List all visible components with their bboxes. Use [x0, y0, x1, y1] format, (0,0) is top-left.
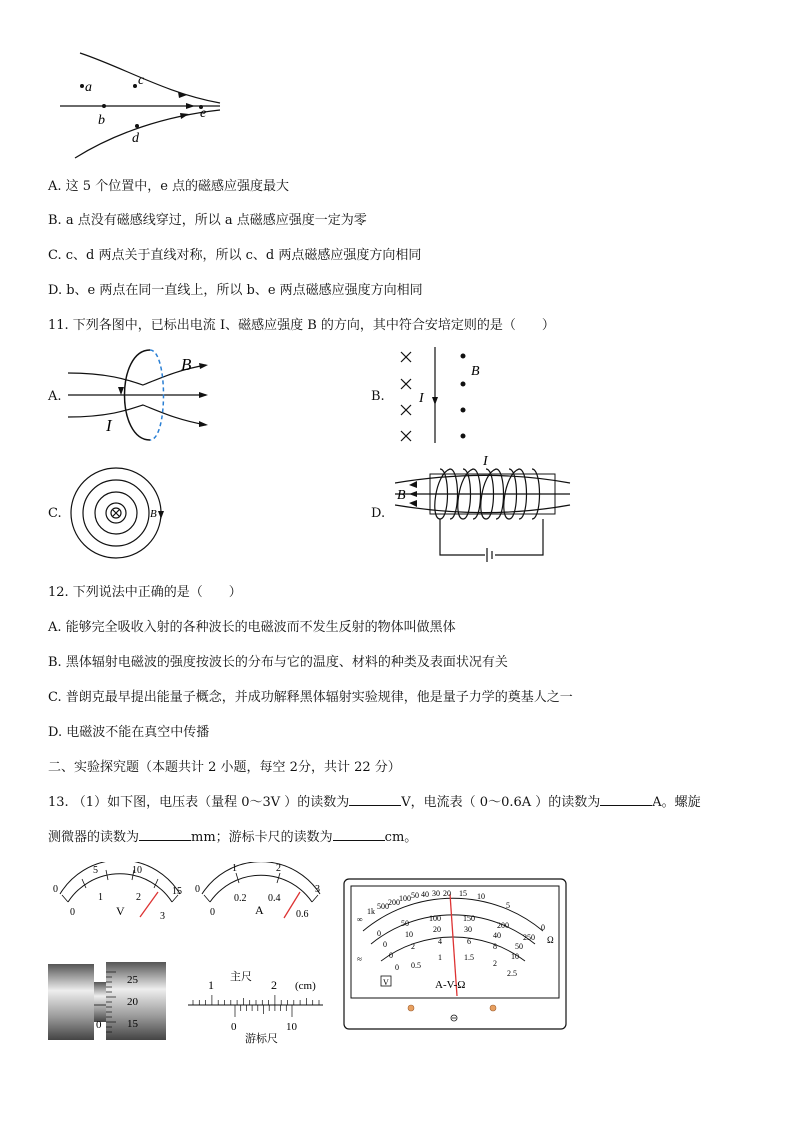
ammeter-bot-tick-02: 0.2	[234, 893, 247, 904]
q12-option-d: D. 电磁波不能在真空中传播	[48, 725, 210, 740]
caliper-vernier-10: 10	[286, 1021, 297, 1033]
micrometer	[48, 960, 170, 1042]
vernier-caliper	[188, 970, 328, 1045]
ammeter-bot-tick-04: 0.4	[268, 893, 281, 904]
answer-blank[interactable]	[139, 828, 191, 841]
q10-option-a: A. 这 5 个位置中，e 点的磁感应强度最大	[48, 179, 290, 194]
ac-25: 2.5	[507, 969, 517, 978]
ammeter-dial	[192, 862, 330, 924]
caliper-vernier-0: 0	[231, 1021, 237, 1033]
dc-mid-20: 20	[433, 925, 441, 934]
dc-low-6: 6	[467, 937, 471, 946]
q13-line2	[48, 826, 417, 845]
fig-d-B-label: B	[397, 488, 406, 503]
dc-low-0: 0	[389, 951, 393, 960]
voltmeter-top-tick-10: 10	[132, 865, 142, 876]
answer-blank[interactable]	[600, 793, 652, 806]
ammeter-unit: A	[255, 903, 264, 917]
q10-option-d: D. b、e 两点在同一直线上，所以 b、e 两点磁感应强度方向相同	[48, 283, 423, 298]
ammeter-top-tick-0: 0	[195, 884, 200, 895]
point-b-label: b	[98, 113, 105, 128]
dc-mid-10: 10	[405, 930, 413, 939]
ohm-tick-100: 100	[399, 894, 411, 903]
fig-a-I-label: I	[106, 416, 112, 435]
ohm-tick-500: 500	[377, 902, 389, 911]
voltmeter-bot-tick-3: 3	[160, 911, 165, 922]
ammeter-top-tick-3: 3	[315, 884, 320, 895]
ohm-symbol: Ω	[547, 935, 554, 945]
ohm-tick-15: 15	[459, 889, 467, 898]
q11-stem: 11. 下列各图中，已标出电流 I、磁感应强度 B 的方向，其中符合安培定则的是（ ）	[48, 318, 555, 333]
dc-top-200: 200	[497, 921, 509, 930]
q13-text-c: A。螺旋	[652, 795, 701, 810]
q11-option-b-label: B.	[371, 389, 385, 404]
dc-top-50: 50	[401, 919, 409, 928]
solenoid-figure	[395, 455, 575, 567]
dc-mid-30: 30	[464, 925, 472, 934]
q12-stem: 12. 下列说法中正确的是（ ）	[48, 585, 242, 600]
voltmeter-top-tick-5: 5	[93, 865, 98, 876]
point-d-label: d	[132, 131, 139, 146]
micrometer-zero: 0	[96, 1019, 102, 1031]
dc-top-250: 250	[523, 933, 535, 942]
voltmeter-unit: V	[116, 904, 125, 918]
dc-mid-50: 50	[515, 942, 523, 951]
ammeter-top-tick-1: 1	[232, 863, 237, 874]
dc-mid-40: 40	[493, 931, 501, 940]
ohm-tick-200: 200	[388, 898, 400, 907]
voltmeter-top-tick-15: 15	[172, 886, 182, 897]
ac-0: 0	[395, 963, 399, 972]
dc-mid-0: 0	[383, 940, 387, 949]
voltmeter-top-tick-0: 0	[53, 884, 58, 895]
ac-05: 0.5	[411, 961, 421, 970]
field-lines-figure	[55, 48, 225, 163]
ohm-tick-40: 40	[421, 890, 429, 899]
multimeter-label: A-V-Ω	[435, 979, 466, 991]
point-e-label: e	[200, 106, 207, 121]
ammeter-bot-tick-0: 0	[210, 907, 215, 918]
ohm-tick-30: 30	[432, 889, 440, 898]
dc-top-0: 0	[377, 929, 381, 938]
ohm-tick-inf: ∞	[357, 915, 363, 924]
ac-mark: ≈	[357, 954, 362, 964]
ac-2: 2	[493, 959, 497, 968]
fig-b-B-label: B	[471, 364, 480, 379]
ac-15: 1.5	[464, 953, 474, 962]
ac-1: 1	[438, 953, 442, 962]
v-mark: V	[383, 978, 389, 987]
fig-c-B-label: B	[150, 508, 157, 520]
ohm-tick-0: 0	[541, 923, 545, 932]
q11-option-c-label: C.	[48, 506, 62, 521]
voltmeter-bot-tick-1: 1	[98, 892, 103, 903]
fig-b-I-label: I	[419, 391, 424, 406]
micrometer-15: 15	[127, 1018, 138, 1030]
q12-option-a: A. 能够完全吸收入射的各种波长的电磁波而不发生反射的物体叫做黑体	[48, 620, 456, 635]
q13-text-e: mm；游标卡尺的读数为	[191, 830, 333, 845]
answer-blank[interactable]	[333, 828, 385, 841]
q13-text-b: V，电流表（ 0～0.6A ）的读数为	[401, 795, 601, 810]
q13-text-d: 测微器的读数为	[48, 830, 140, 845]
voltmeter-dial	[50, 862, 190, 924]
q10-option-c: C. c、d 两点关于直线对称，所以 c、d 两点磁感应强度方向相同	[48, 248, 422, 263]
dc-top-150: 150	[463, 914, 475, 923]
q13-text-f: cm。	[384, 830, 418, 845]
caliper-main-2: 2	[271, 978, 277, 992]
concentric-field-figure	[68, 465, 168, 565]
ohm-tick-1k: 1k	[367, 907, 375, 916]
dc-low-8: 8	[493, 942, 497, 951]
ohm-tick-10: 10	[477, 892, 485, 901]
ohm-tick-20: 20	[443, 889, 451, 898]
ohm-tick-5: 5	[506, 901, 510, 910]
caliper-unit: (cm)	[295, 980, 316, 992]
wire-field-figure	[395, 345, 495, 445]
answer-blank[interactable]	[349, 793, 401, 806]
micrometer-20: 20	[127, 996, 138, 1008]
q13-line1	[48, 791, 701, 810]
caliper-main-1: 1	[208, 978, 214, 992]
multimeter	[343, 876, 568, 1031]
ammeter-bot-tick-06: 0.6	[296, 909, 309, 920]
fig-d-I-label: I	[483, 455, 488, 469]
micrometer-25: 25	[127, 974, 138, 986]
q13-text-a: 13. （1）如下图，电压表（量程 0～3V ）的读数为	[48, 795, 350, 810]
ammeter-top-tick-2: 2	[276, 863, 281, 874]
section-heading: 二、实验探究题（本题共计 2 小题，每空 2分，共计 22 分）	[48, 760, 401, 775]
voltmeter-bot-tick-2: 2	[136, 892, 141, 903]
q11-option-a-label: A.	[48, 389, 62, 404]
dc-low-2: 2	[411, 942, 415, 951]
dc-low-10: 10	[511, 952, 519, 961]
ohm-tick-50: 50	[411, 891, 419, 900]
point-a-label: a	[85, 80, 92, 95]
loop-current-figure	[68, 345, 213, 445]
q12-option-b: B. 黑体辐射电磁波的强度按波长的分布与它的温度、材料的种类及表面状况有关	[48, 655, 508, 670]
dc-low-4: 4	[438, 937, 442, 946]
point-c-label: c	[138, 73, 145, 88]
dc-top-100: 100	[429, 914, 441, 923]
voltmeter-bot-tick-0: 0	[70, 907, 75, 918]
fig-a-B-label: B	[181, 355, 192, 374]
q10-option-b: B. a 点没有磁感线穿过，所以 a 点磁感应强度一定为零	[48, 213, 367, 228]
q12-option-c: C. 普朗克最早提出能量子概念，并成功解释黑体辐射实验规律，他是量子力学的奠基人之一	[48, 690, 573, 705]
q11-option-d-label: D.	[371, 506, 386, 521]
caliper-main-label: 主尺	[230, 971, 252, 983]
caliper-vernier-label: 游标尺	[245, 1033, 278, 1045]
